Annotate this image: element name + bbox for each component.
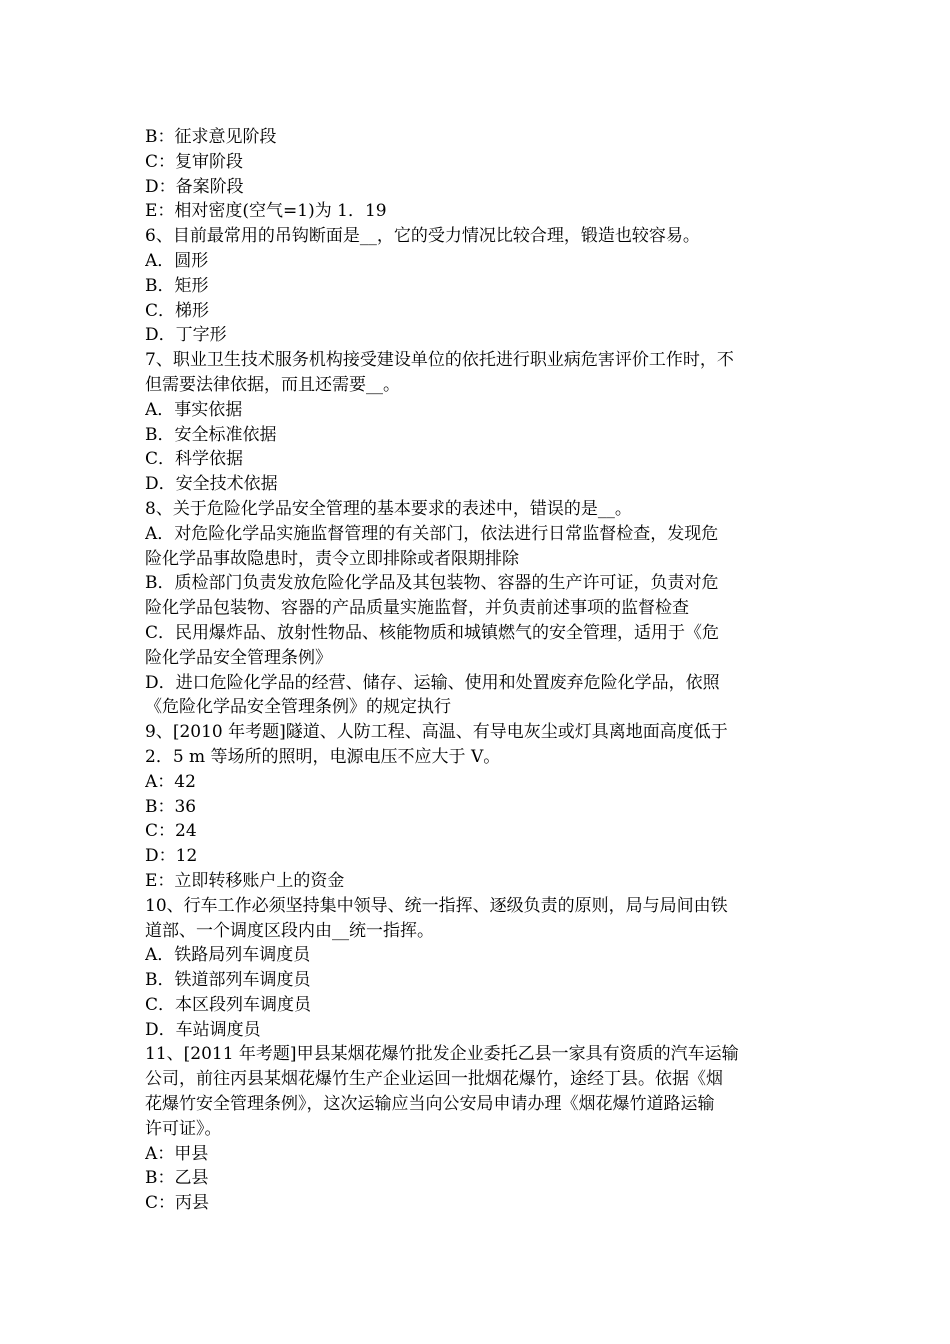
- question-11-line-3: 花爆竹安全管理条例》，这次运输应当向公安局申请办理《烟花爆竹道路运输: [145, 1094, 715, 1115]
- q9-option-c: C：24: [145, 821, 197, 842]
- q6-option-b: B．矩形: [145, 275, 209, 296]
- q8-option-a-line-1: A．对危险化学品实施监督管理的有关部门，依法进行日常监督检查，发现危: [145, 523, 719, 544]
- q8-option-b-line-2: 险化学品包装物、容器的产品质量实施监督，并负责前述事项的监督检查: [145, 598, 689, 619]
- question-8: 8、关于危险化学品安全管理的基本要求的表述中，错误的是__。: [145, 498, 632, 519]
- option-b-line: B：征求意见阶段: [145, 127, 277, 147]
- q7-option-d: D．安全技术依据: [145, 474, 278, 495]
- q9-option-a: A：42: [145, 771, 196, 792]
- q11-option-b: B：乙县: [145, 1168, 209, 1189]
- q8-option-a-line-2: 险化学品事故隐患时，责令立即排除或者限期排除: [145, 548, 519, 569]
- q6-option-a: A．圆形: [145, 250, 209, 271]
- q9-option-b: B：36: [145, 796, 197, 817]
- q10-option-d: D．车站调度员: [145, 1019, 261, 1040]
- question-10-line-1: 10、行车工作必须坚持集中领导、统一指挥、逐级负责的原则，局与局间由铁: [145, 895, 728, 916]
- q11-option-a: A：甲县: [145, 1143, 209, 1164]
- q10-option-b: B．铁道部列车调度员: [145, 970, 311, 991]
- q8-option-d-line-2: 《危险化学品安全管理条例》的规定执行: [145, 697, 451, 718]
- question-11-line-4: 许可证》。: [145, 1118, 222, 1139]
- question-7-line-1: 7、职业卫生技术服务机构接受建设单位的依托进行职业病危害评价工作时，不: [145, 350, 734, 371]
- q8-option-b-line-1: B．质检部门负责发放危险化学品及其包装物、容器的生产许可证，负责对危: [145, 573, 719, 594]
- q6-option-d: D．丁字形: [145, 325, 227, 346]
- question-9-line-1: 9、[2010 年考题]隧道、人防工程、高温、有导电灰尘或灯具离地面高度低于: [145, 722, 728, 743]
- q10-option-c: C．本区段列车调度员: [145, 994, 312, 1015]
- option-c-line: C：复审阶段: [145, 151, 244, 172]
- q7-option-a: A．事实依据: [145, 399, 243, 420]
- q6-option-c: C．梯形: [145, 300, 210, 321]
- question-7-line-2: 但需要法律依据，而且还需要__。: [145, 374, 400, 395]
- q11-option-c: C：丙县: [145, 1193, 210, 1214]
- q9-option-e: E：立即转移账户上的资金: [145, 870, 345, 891]
- q10-option-a: A．铁路局列车调度员: [145, 945, 311, 966]
- question-10-line-2: 道部、一个调度区段内由__统一指挥。: [145, 920, 434, 941]
- q8-option-c-line-2: 险化学品安全管理条例》: [145, 647, 332, 668]
- q9-option-d: D：12: [145, 846, 198, 867]
- q7-option-b: B．安全标准依据: [145, 424, 277, 445]
- q8-option-d-line-1: D．进口危险化学品的经营、储存、运输、使用和处置废弃危险化学品，依照: [145, 672, 720, 693]
- question-11-line-2: 公司，前往丙县某烟花爆竹生产企业运回一批烟花爆竹，途经丁县。依据《烟: [145, 1069, 723, 1090]
- option-d-line: D：备案阶段: [145, 176, 244, 197]
- question-11-line-1: 11、[2011 年考题]甲县某烟花爆竹批发企业委托乙县一家具有资质的汽车运输: [145, 1044, 739, 1065]
- question-6: 6、目前最常用的吊钩断面是__，它的受力情况比较合理，锻造也较容易。: [145, 226, 700, 247]
- question-9-line-2: 2．5 m 等场所的照明，电源电压不应大于 V。: [145, 746, 501, 767]
- q7-option-c: C．科学依据: [145, 449, 244, 470]
- option-e-line: E：相对密度(空气=1)为 1．19: [145, 201, 387, 222]
- document-page: [145, 125, 807, 1216]
- q8-option-c-line-1: C．民用爆炸品、放射性物品、核能物质和城镇燃气的安全管理，适用于《危: [145, 622, 720, 643]
